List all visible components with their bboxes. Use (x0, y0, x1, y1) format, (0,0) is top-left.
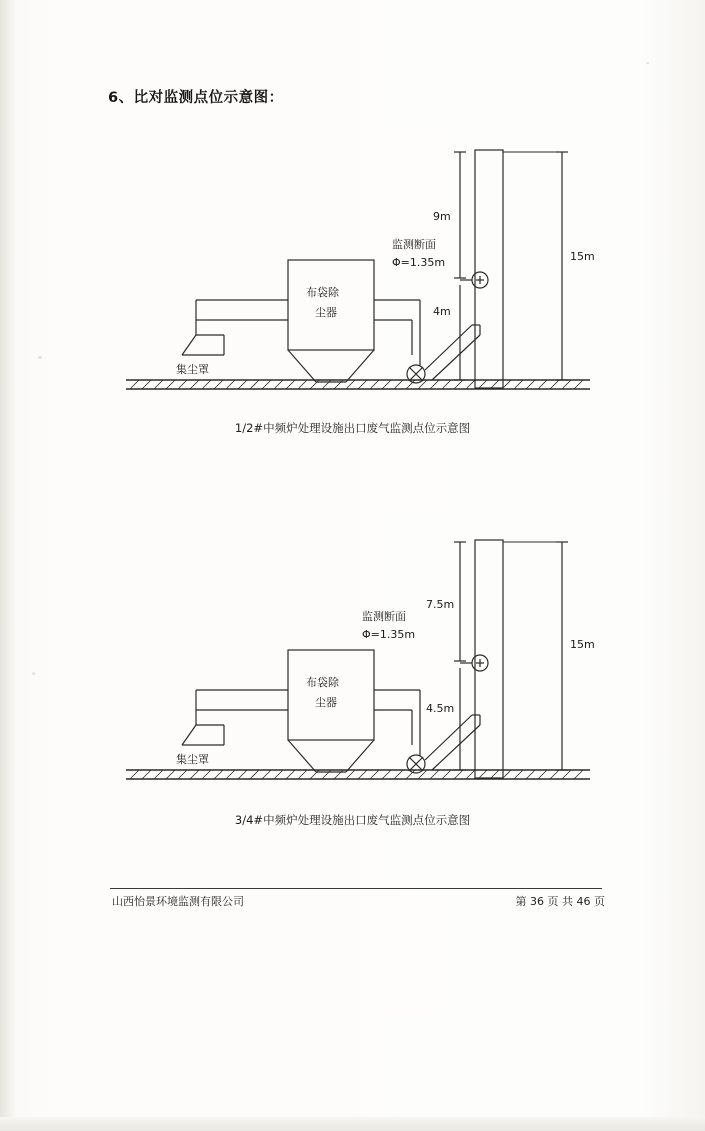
scan-speck (646, 62, 649, 64)
label-total-height: 15m (570, 638, 595, 651)
label-hood: 集尘罩 (176, 753, 209, 766)
label-section-diameter: Φ=1.35m (392, 256, 446, 269)
label-section-title: 监测断面 (392, 238, 436, 251)
figure-diagram-2 (120, 520, 600, 840)
paper-edge-left (0, 0, 14, 1131)
scan-speck (38, 356, 42, 359)
page-title: 6、比对监测点位示意图： (108, 90, 284, 106)
label-total-height: 15m (570, 250, 595, 263)
footer-divider (110, 888, 602, 889)
label-section-diameter: Φ=1.35m (362, 628, 416, 641)
label-lower-height: 4.5m (426, 702, 455, 715)
label-section-title: 监测断面 (362, 610, 406, 623)
figure-caption-2: 3/4#中频炉处理设施出口废气监测点位示意图 (234, 813, 471, 827)
paper-edge-bottom (0, 1117, 705, 1131)
label-baghouse-line1: 布袋除 (306, 286, 339, 299)
figure-caption-1: 1/2#中频炉处理设施出口废气监测点位示意图 (234, 421, 471, 435)
label-lower-height: 4m (433, 305, 451, 318)
figure-diagram-1 (120, 130, 600, 450)
label-upper-height: 7.5m (426, 598, 455, 611)
footer-pagination: 第 36 页 共 46 页 (515, 895, 605, 908)
scan-speck (32, 672, 35, 675)
label-hood: 集尘罩 (176, 363, 209, 376)
label-baghouse-line2: 尘器 (315, 696, 337, 709)
label-baghouse-line1: 布袋除 (306, 676, 339, 689)
label-upper-height: 9m (433, 210, 451, 223)
footer-company: 山西怡景环境监测有限公司 (112, 895, 244, 908)
label-baghouse-line2: 尘器 (315, 306, 337, 319)
